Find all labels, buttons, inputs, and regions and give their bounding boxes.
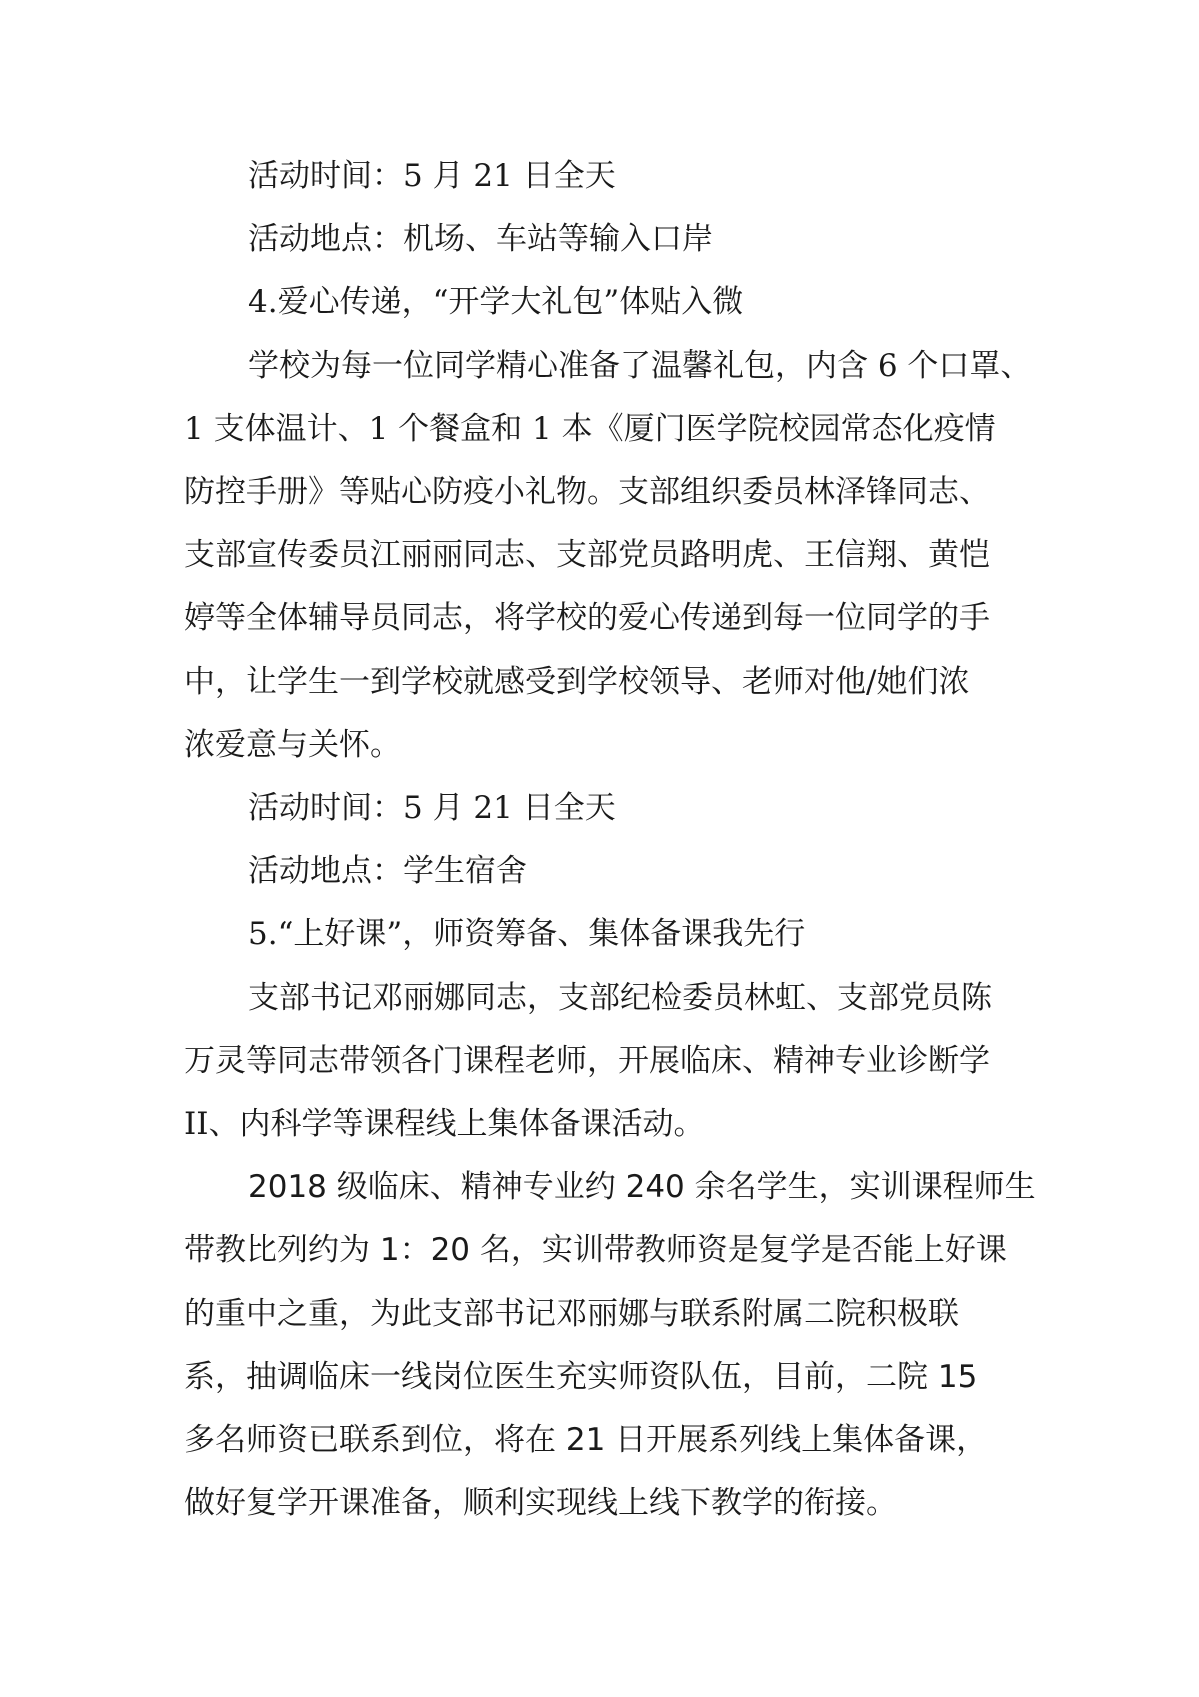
text-line: 活动地点：学生宿舍 <box>248 853 527 890</box>
text-line: 浓爱意与关怀。 <box>184 726 401 763</box>
document-body <box>184 145 1036 1535</box>
text-line: 活动时间：5 月 21 日全天 <box>248 158 616 194</box>
text-line: 做好复学开课准备，顺利实现线上线下教学的衔接。 <box>184 1485 897 1522</box>
lesson-prep-paragraph <box>184 967 1022 1157</box>
text-line: 多名师资已联系到位，将在 21 日开展系列线上集体备课， <box>184 1422 988 1459</box>
text-line: 的重中之重，为此支部书记邓丽娜与联系附属二院积极联 <box>184 1295 959 1332</box>
activity-location-2 <box>184 840 1022 903</box>
text-line: 系，抽调临床一线岗位医生充实师资队伍，目前，二院 15 <box>184 1358 978 1395</box>
section-heading-4 <box>184 271 1022 334</box>
text-line: 活动地点：机场、车站等输入口岸 <box>248 221 713 258</box>
activity-time-1 <box>184 145 1022 208</box>
activity-location-1 <box>184 208 1022 271</box>
text-line: 防控手册》等贴心防疫小礼物。支部组织委员林泽锋同志、 <box>184 474 990 511</box>
text-line: II、内科学等课程线上集体备课活动。 <box>184 1106 705 1143</box>
activity-time-2 <box>184 777 1022 840</box>
section-heading-5 <box>184 903 1022 966</box>
gift-package-paragraph <box>184 335 1032 777</box>
text-line: 支部书记邓丽娜同志，支部纪检委员林虹、支部党员陈 <box>248 979 992 1016</box>
text-line: 婷等全体辅导员同志，将学校的爱心传递到每一位同学的手 <box>184 600 990 637</box>
text-line: 5.“上好课”，师资筹备、集体备课我先行 <box>248 916 806 953</box>
text-line: 2018 级临床、精神专业约 240 余名学生，实训课程师生 <box>248 1169 1036 1206</box>
training-staff-paragraph <box>184 1156 1036 1535</box>
text-line: 1 支体温计、1 个餐盒和 1 本《厦门医学院校园常态化疫情 <box>184 410 996 447</box>
text-line: 万灵等同志带领各门课程老师，开展临床、精神专业诊断学 <box>184 1042 990 1079</box>
text-line: 活动时间：5 月 21 日全天 <box>248 790 616 827</box>
text-line: 带教比列约为 1：20 名，实训带教师资是复学是否能上好课 <box>184 1232 1007 1269</box>
text-line: 学校为每一位同学精心准备了温馨礼包，内含 6 个口罩、 <box>248 347 1032 384</box>
text-line: 中，让学生一到学校就感受到学校领导、老师对他/她们浓 <box>184 663 970 700</box>
text-line: 支部宣传委员江丽丽同志、支部党员路明虎、王信翔、黄恺 <box>184 537 990 574</box>
text-line: 4.爱心传递，“开学大礼包”体贴入微 <box>248 284 744 321</box>
